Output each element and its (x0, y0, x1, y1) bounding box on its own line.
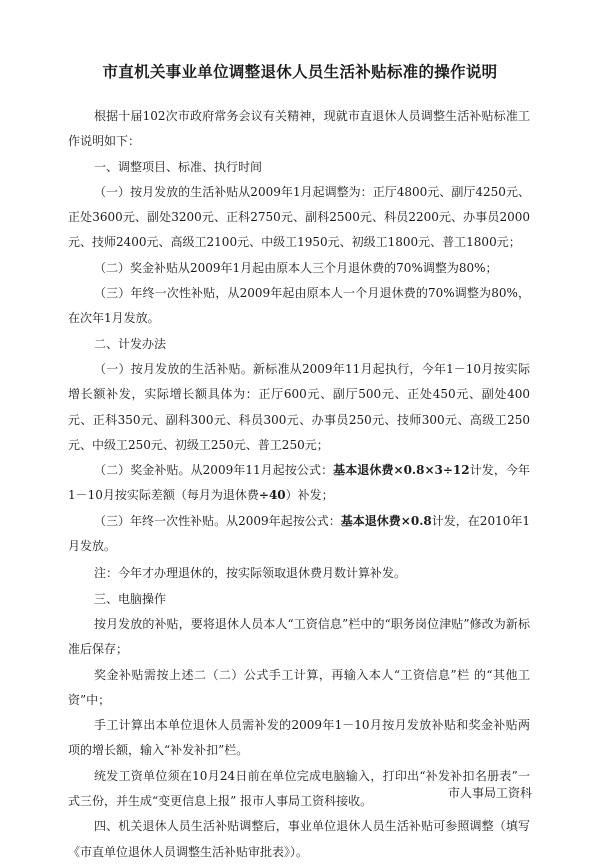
year-end-formula: 基本退休费×0.8 (340, 513, 432, 528)
section-1-heading: 一、调整项目、标准、执行时间 (94, 159, 263, 174)
bonus-formula: 基本退休费×0.8×3÷12 (333, 463, 470, 478)
section-2-item-2 (68, 458, 530, 509)
section-1-item-1: （一）按月发放的生活补贴从2009年1月起调整为：正厅4800元、副厅4250元、正处3600元、副处3200元、正科2750元、副科2500元、科员2200元、办事员2000元、技师2400元、高级工2100元、中级工1950元、初级工1800元、普工1800元； (68, 184, 530, 250)
section-2-item-1: （一）按月发放的生活补贴。新标准从2009年11月起执行，今年1－10月按实际增长额补发，实际增长额具体为：正厅600元、副厅500元、正处450元、副处400元、正科350元、副科300元、科员300元、办事员250元、技师300元、高级工250元、中级工250元、初级工250元、普工250元； (68, 361, 530, 452)
intro-paragraph: 根据十届102次市政府常务会议有关精神，现就市直退休人员调整生活补贴标准工作说明如下： (68, 109, 530, 149)
section-2-item-2-text-b: 计发，今年1－10月按实际差额（每月为退休费 (68, 463, 530, 503)
document-body (68, 104, 530, 865)
section-3-item-4: 统发工资单位须在10月24日前在单位完成电脑输入，打印出“补发补扣名册表”一式三份，并生成“变更信息上报” 报市人事局工资科接收。 (68, 768, 530, 809)
section-2-item-2-text-a: （二）奖金补贴。从2009年11月起按公式： (94, 463, 334, 478)
section-3-item-2: 奖金补贴需按上述二（二）公式手工计算，再输入本人“工资信息”栏 的“其他工资”中； (68, 667, 530, 707)
section-1-item-2: （二）奖金补贴从2009年1月起由原本人三个月退休费的70%调整为80%； (94, 260, 498, 275)
bonus-divisor: ÷40 (258, 488, 286, 503)
section-2-note: 注：今年才办理退休的，按实际领取退休费月数计算补发。 (94, 566, 407, 581)
section-2-item-2-text-c: ）补发； (285, 488, 334, 503)
section-4-paragraph: 四、机关退休人员生活补贴调整后，事业单位退休人员生活补贴可参照调整（填写《市直单位退休人员调整生活补贴审批表》）。 (68, 819, 530, 859)
document-title: 市直机关事业单位调整退休人员生活补贴标准的操作说明 (102, 63, 498, 81)
section-1-item-3: （三）年终一次性补贴，从2009年起由原本人一个月退休费的70%调整为80%，在次年1月发放。 (68, 286, 530, 326)
signature: 市人事局工资科 (447, 786, 532, 800)
section-2-item-3-text-b: 计发，在2010年1月发放。 (68, 513, 530, 554)
section-3-item-3: 手工计算出本单位退休人员需补发的2009年1－10月按月发放补贴和奖金补贴两项的增长额，输入“补发补扣”栏。 (68, 718, 530, 758)
section-2-item-3-text-a: （三）年终一次性补贴。从2009年起按公式： (94, 513, 341, 528)
section-2-heading: 二、计发办法 (94, 336, 167, 351)
section-3-item-1: 按月发放的补贴，要将退休人员本人“工资信息”栏中的“职务岗位津贴”修改为新标准后保存； (68, 616, 530, 657)
section-2-item-3 (68, 509, 530, 560)
section-3-heading: 三、电脑操作 (94, 591, 167, 606)
